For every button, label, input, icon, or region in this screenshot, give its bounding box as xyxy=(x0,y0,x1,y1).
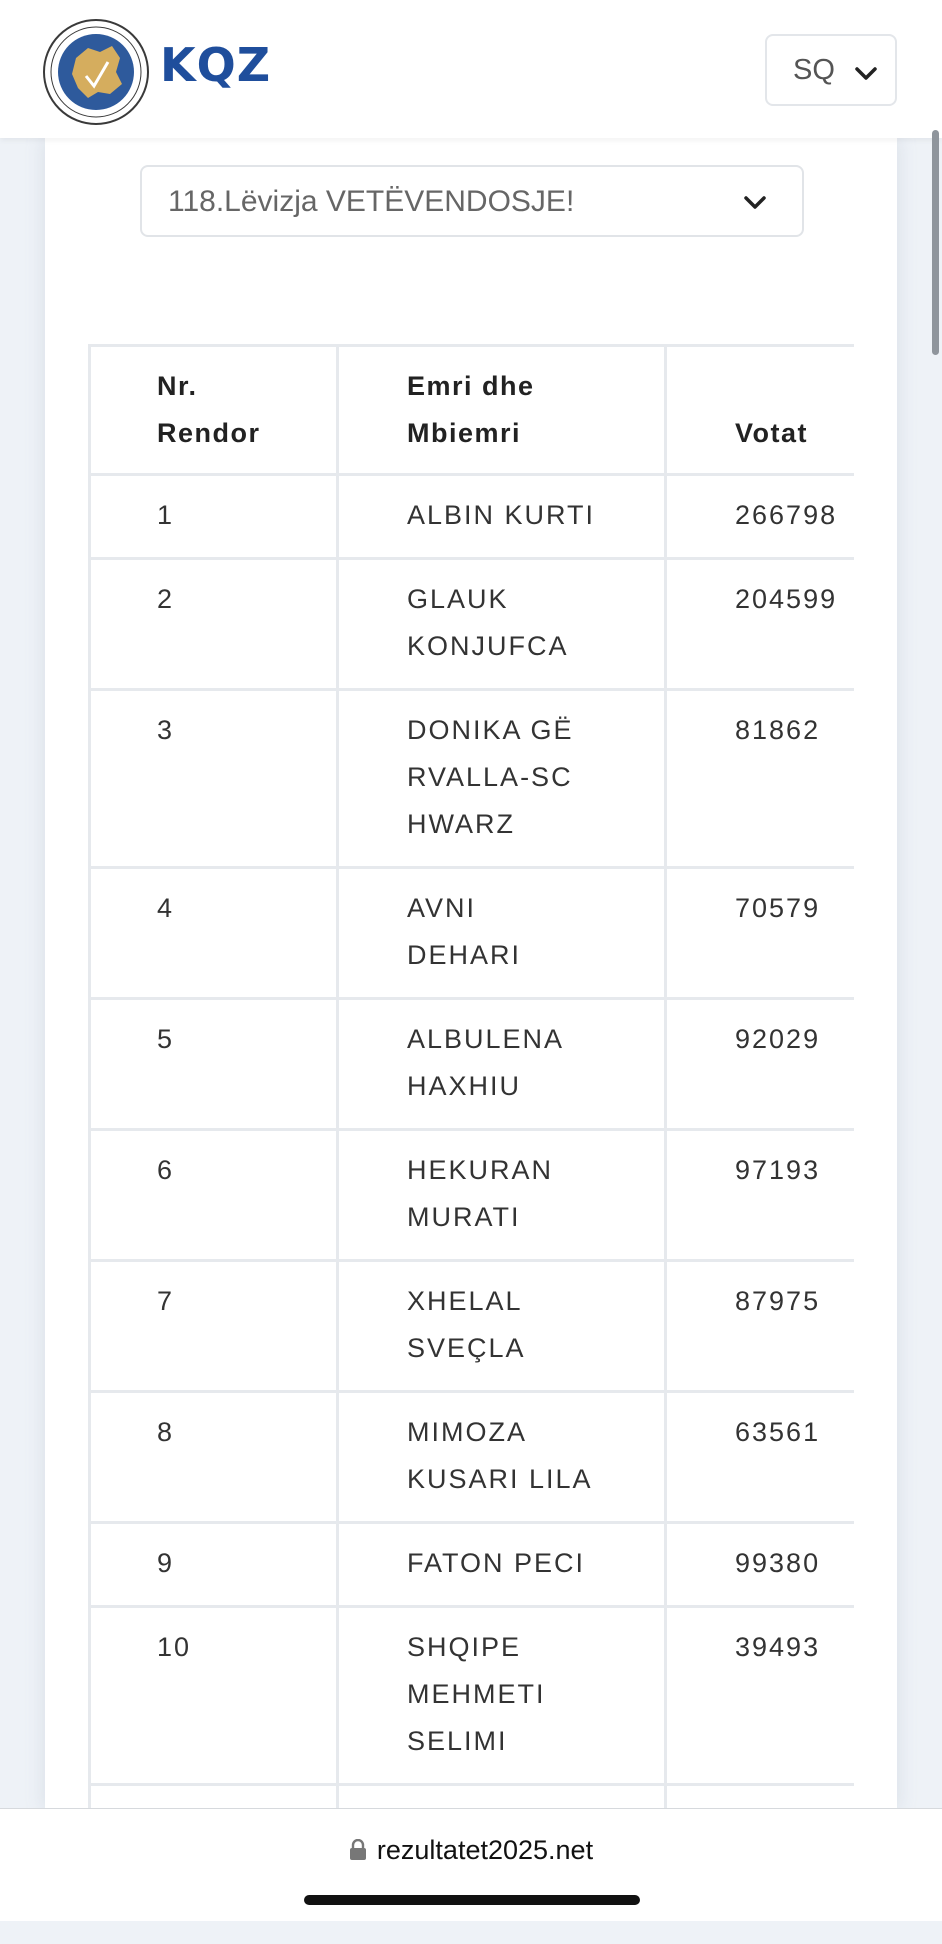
table-row xyxy=(90,999,855,1130)
cell-name: ALBIN KURTI xyxy=(338,475,666,559)
scrollbar-thumb[interactable] xyxy=(932,130,939,355)
cell-nr: 2 xyxy=(90,559,338,690)
table-row xyxy=(90,1523,855,1607)
brand-name[interactable]: KQZ xyxy=(160,38,272,92)
table-row xyxy=(90,868,855,999)
url-display[interactable] xyxy=(0,1835,942,1866)
header-name-line2: Mbiemri xyxy=(407,418,522,448)
column-header-name[interactable] xyxy=(338,346,666,475)
cell-name: HEKURAN MURATI xyxy=(338,1130,666,1261)
cell-name: XHELAL SVEÇLA xyxy=(338,1261,666,1392)
url-text: rezultatet2025.net xyxy=(376,1835,594,1865)
cell-nr: 3 xyxy=(90,690,338,868)
header-votes: Votat xyxy=(735,418,808,448)
column-header-votes[interactable] xyxy=(666,346,855,475)
table-row xyxy=(90,690,855,868)
app-header xyxy=(0,0,942,138)
results-table-scroll[interactable] xyxy=(88,344,854,1944)
cell-votes: 92029 xyxy=(666,999,855,1130)
cell-name: SHQIPE MEHMETI SELIMI xyxy=(338,1607,666,1785)
party-select-value: 118.Lëvizja VETËVENDOSJE! xyxy=(168,185,575,218)
chevron-down-icon xyxy=(853,60,879,86)
browser-address-bar[interactable] xyxy=(0,1808,942,1921)
cell-name: MIMOZA KUSARI LILA xyxy=(338,1392,666,1523)
cell-name: AVNI DEHARI xyxy=(338,868,666,999)
cell-votes: 99380 xyxy=(666,1523,855,1607)
cell-votes: 81862 xyxy=(666,690,855,868)
header-nr-line2: Rendor xyxy=(157,418,261,448)
cell-nr: 1 xyxy=(90,475,338,559)
cell-nr: 9 xyxy=(90,1523,338,1607)
cell-votes: 97193 xyxy=(666,1130,855,1261)
cell-votes: 63561 xyxy=(666,1392,855,1523)
language-label: SQ xyxy=(793,54,835,86)
table-row xyxy=(90,1607,855,1785)
cell-nr: 7 xyxy=(90,1261,338,1392)
chevron-down-icon xyxy=(742,189,768,215)
table-row xyxy=(90,1261,855,1392)
table-row xyxy=(90,475,855,559)
cell-name: FATON PECI xyxy=(338,1523,666,1607)
results-panel xyxy=(45,138,897,1810)
cell-nr: 4 xyxy=(90,868,338,999)
cell-name: DONIKA GËRVALLA-SCHWARZ xyxy=(338,690,666,868)
table-row xyxy=(90,559,855,690)
column-header-nr[interactable] xyxy=(90,346,338,475)
cell-name: GLAUK KONJUFCA xyxy=(338,559,666,690)
cell-votes: 204599 xyxy=(666,559,855,690)
cell-votes: 70579 xyxy=(666,868,855,999)
table-row xyxy=(90,1130,855,1261)
header-name-line1: Emri dhe xyxy=(407,371,535,401)
cell-votes: 87975 xyxy=(666,1261,855,1392)
header-nr-line1: Nr. xyxy=(157,371,198,401)
party-select[interactable] xyxy=(140,165,804,237)
language-selector[interactable] xyxy=(765,34,897,106)
cell-nr: 6 xyxy=(90,1130,338,1261)
home-indicator[interactable] xyxy=(304,1895,640,1905)
cell-name: ALBULENA HAXHIU xyxy=(338,999,666,1130)
lock-icon xyxy=(349,1837,367,1859)
cell-nr: 8 xyxy=(90,1392,338,1523)
cell-nr: 10 xyxy=(90,1607,338,1785)
kqz-seal-icon[interactable] xyxy=(42,18,150,126)
cell-nr: 5 xyxy=(90,999,338,1130)
cell-votes: 266798 xyxy=(666,475,855,559)
results-table xyxy=(88,344,854,1870)
table-row xyxy=(90,1392,855,1523)
table-header-row xyxy=(90,346,855,475)
cell-votes: 39493 xyxy=(666,1607,855,1785)
